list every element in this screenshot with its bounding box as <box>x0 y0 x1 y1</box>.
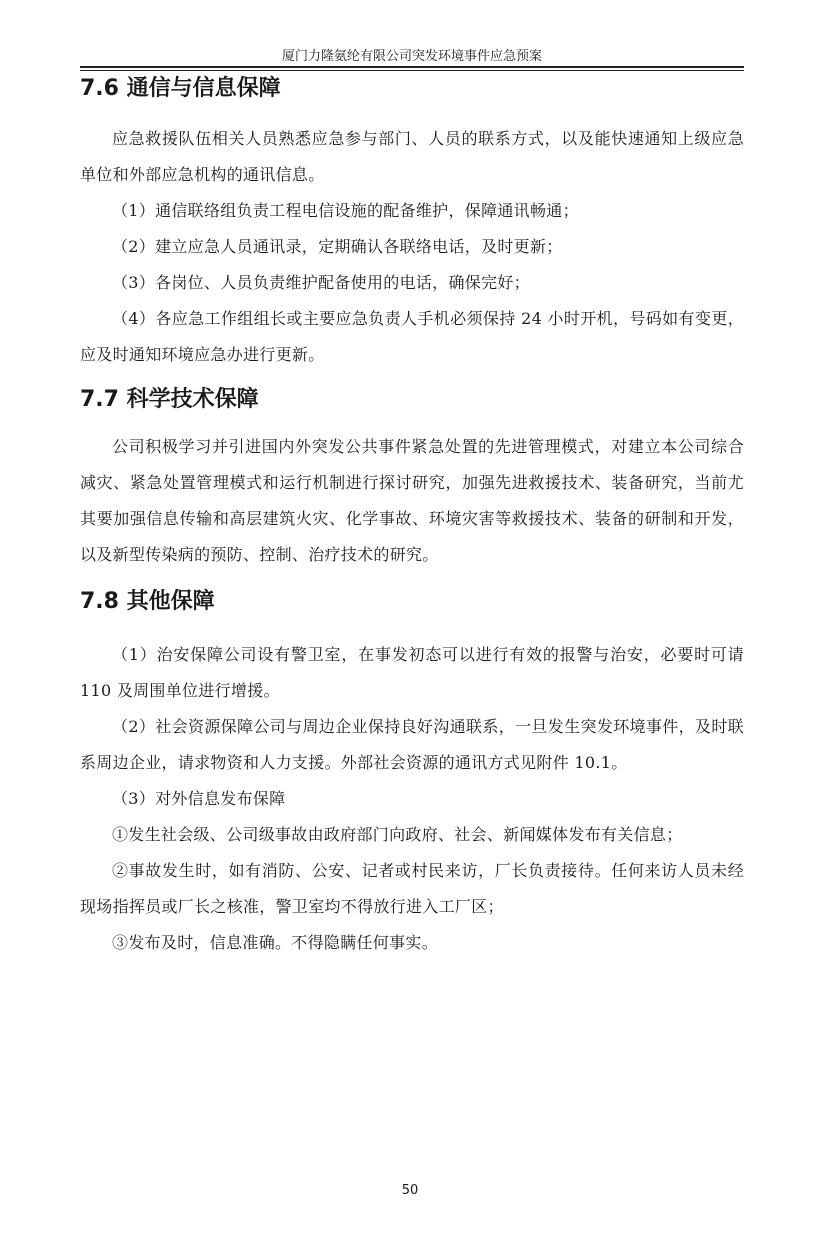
paragraph: （4）各应急工作组组长或主要应急负责人手机必须保持 24 小时开机，号码如有变更，应及时通知环境应急办进行更新。 <box>80 309 744 364</box>
section-heading-7-8: 7.8 其他保障 <box>80 589 215 614</box>
paragraph: 公司积极学习并引进国内外突发公共事件紧急处置的先进管理模式，对建立本公司综合减灾、紧急处置管理模式和运行机制进行探讨研究，加强先进救援技术、装备研究，当前尤其要加强信息传输和高层建筑火灾、化学事故、环境灾害等救援技术、装备的研制和开发，以及新型传染病的预防、控制、治疗技术的研究。 <box>80 437 744 564</box>
paragraph: ③发布及时，信息准确。不得隐瞒任何事实。 <box>112 933 439 952</box>
paragraph: 应急救援队伍相关人员熟悉应急参与部门、人员的联系方式，以及能快速通知上级应急单位和外部应急机构的通讯信息。 <box>80 129 744 184</box>
section-heading-7-7: 7.7 科学技术保障 <box>80 387 259 412</box>
paragraph: ①发生社会级、公司级事故由政府部门向政府、社会、新闻媒体发布有关信息； <box>112 825 683 844</box>
paragraph: （3）各岗位、人员负责维护配备使用的电话，确保完好； <box>112 273 530 292</box>
paragraph: （2）社会资源保障公司与周边企业保持良好沟通联系，一旦发生突发环境事件，及时联系周边企业，请求物资和人力支援。外部社会资源的通讯方式见附件 10.1。 <box>80 717 744 772</box>
document-header: 厦门力隆氨纶有限公司突发环境事件应急预案 <box>281 49 542 64</box>
header-rule-thick <box>80 66 744 68</box>
paragraph: （1）治安保障公司设有警卫室，在事发初态可以进行有效的报警与治安，必要时可请 110 及周围单位进行增援。 <box>80 645 744 700</box>
page-number: 50 <box>401 1183 419 1198</box>
paragraph: （2）建立应急人员通讯录，定期确认各联络电话，及时更新； <box>112 237 563 256</box>
paragraph: （1）通信联络组负责工程电信设施的配备维护，保障通讯畅通； <box>112 201 579 220</box>
section-heading-7-6: 7.6 通信与信息保障 <box>80 76 281 101</box>
paragraph: ②事故发生时，如有消防、公安、记者或村民来访，厂长负责接待。任何来访人员未经现场指挥员或厂长之核准，警卫室均不得放行进入工厂区； <box>80 861 744 916</box>
paragraph: （3）对外信息发布保障 <box>112 789 286 808</box>
page-content <box>80 70 744 961</box>
